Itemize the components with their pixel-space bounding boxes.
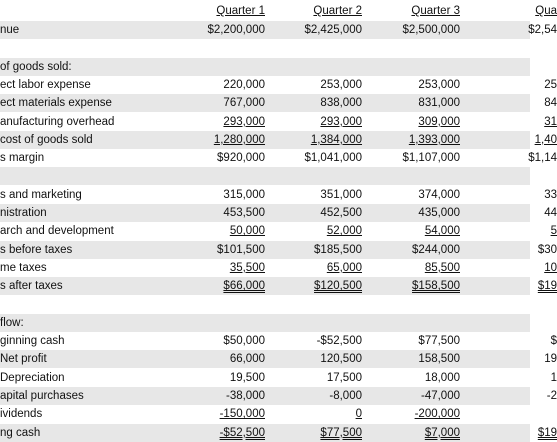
row-label[interactable]: s before taxes	[0, 243, 73, 256]
table-row	[0, 58, 530, 76]
row-label[interactable]: ect materials expense	[0, 97, 112, 110]
row-label[interactable]: ng cash	[0, 426, 41, 439]
cell-quarter-3[interactable]: $1,107,000	[402, 152, 460, 165]
header-quarter-1[interactable]: Quarter 1	[216, 5, 265, 17]
cell-quarter-1[interactable]: 453,500	[223, 207, 265, 219]
table-row	[0, 39, 530, 57]
cell-quarter-3[interactable]: 85,500	[424, 261, 460, 274]
cell-quarter-3[interactable]: $244,000	[412, 243, 460, 256]
row-label[interactable]: s after taxes	[0, 280, 63, 293]
header-row	[0, 2, 557, 20]
cell-quarter-1[interactable]: $50,000	[223, 335, 265, 348]
cell-quarter-1[interactable]: -38,000	[225, 390, 265, 402]
cell-quarter-3[interactable]: 1,393,000	[408, 133, 460, 146]
row-label[interactable]: nistration	[0, 207, 47, 219]
table-row	[0, 222, 557, 240]
cell-quarter-1[interactable]: -150,000	[219, 408, 265, 421]
table-row	[0, 314, 530, 332]
table-row	[0, 350, 557, 368]
cell-quarter-3[interactable]: -47,000	[420, 390, 460, 402]
cell-quarter-4[interactable]: 25	[544, 78, 557, 91]
cell-quarter-1[interactable]: 19,500	[229, 371, 265, 384]
cell-quarter-1[interactable]: -$52,500	[219, 426, 265, 439]
row-label[interactable]: Net profit	[0, 353, 47, 366]
cell-quarter-4[interactable]: -2	[546, 390, 557, 402]
cell-quarter-1[interactable]: 315,000	[223, 188, 265, 201]
cell-quarter-3[interactable]: 435,000	[418, 207, 460, 219]
row-label[interactable]: ividends	[0, 408, 43, 421]
cell-quarter-2[interactable]: $2,425,000	[304, 24, 362, 36]
cell-quarter-2[interactable]: 253,000	[320, 78, 362, 91]
table-row	[0, 387, 557, 405]
cell-quarter-2[interactable]: 0	[355, 408, 362, 421]
cell-quarter-2[interactable]: 52,000	[326, 225, 362, 238]
cell-quarter-1[interactable]: 35,500	[229, 261, 265, 274]
cell-quarter-2[interactable]: -$52,500	[316, 335, 362, 348]
table-row	[0, 424, 557, 442]
cell-quarter-3[interactable]: 374,000	[418, 188, 460, 201]
cell-quarter-4[interactable]: 19	[544, 353, 557, 366]
cell-quarter-1[interactable]: 1,280,000	[213, 133, 265, 146]
cell-quarter-3[interactable]: $2,500,000	[402, 24, 460, 36]
cell-quarter-4[interactable]: 10	[544, 261, 557, 274]
row-label[interactable]: arch and development	[0, 225, 114, 238]
cell-quarter-2[interactable]: 120,500	[320, 353, 362, 366]
cell-quarter-4[interactable]: $30	[537, 243, 557, 256]
cell-quarter-2[interactable]: 1,384,000	[310, 133, 362, 146]
table-row	[0, 241, 557, 259]
cell-quarter-1[interactable]: 220,000	[223, 78, 265, 91]
cell-quarter-1[interactable]: 293,000	[223, 115, 265, 128]
cell-quarter-3[interactable]: 158,500	[418, 353, 460, 366]
cell-quarter-4[interactable]: 44	[544, 207, 557, 219]
table-row	[0, 149, 557, 167]
header-quarter-3[interactable]: Quarter 3	[411, 5, 460, 17]
cell-quarter-2[interactable]: 293,000	[320, 115, 362, 128]
cell-quarter-2[interactable]: $77,500	[320, 426, 362, 439]
cell-quarter-4[interactable]: 31	[544, 115, 557, 128]
cell-quarter-1[interactable]: $101,500	[217, 243, 265, 256]
table-row	[0, 405, 530, 423]
cell-quarter-3[interactable]: 253,000	[418, 78, 460, 91]
row-label[interactable]: ginning cash	[0, 335, 65, 348]
cell-quarter-4[interactable]: 84	[544, 97, 557, 110]
table-row	[0, 204, 557, 222]
cell-quarter-4[interactable]: $19	[537, 426, 557, 439]
cell-quarter-3[interactable]: $7,000	[424, 426, 460, 439]
cell-quarter-4[interactable]: 1	[550, 371, 557, 384]
cell-quarter-4[interactable]: 1,40	[534, 133, 557, 146]
cell-quarter-4[interactable]: 33	[544, 188, 557, 201]
cell-quarter-4[interactable]: $19	[537, 280, 557, 293]
cell-quarter-2[interactable]: 17,500	[326, 371, 362, 384]
cell-quarter-1[interactable]: 767,000	[223, 97, 265, 110]
row-label[interactable]: apital purchases	[0, 390, 84, 402]
cell-quarter-2[interactable]: 351,000	[320, 188, 362, 201]
cell-quarter-3[interactable]: -200,000	[414, 408, 460, 421]
table-row	[0, 167, 530, 185]
table-row	[0, 94, 557, 112]
cell-quarter-2[interactable]: 452,500	[320, 207, 362, 219]
table-row	[0, 369, 557, 387]
cell-quarter-1[interactable]: 66,000	[229, 353, 265, 366]
row-label[interactable]: flow:	[0, 316, 24, 329]
cell-quarter-1[interactable]: $920,000	[217, 152, 265, 165]
cell-quarter-2[interactable]: $185,500	[314, 243, 362, 256]
row-label[interactable]: anufacturing overhead	[0, 115, 115, 128]
cell-quarter-2[interactable]: -8,000	[329, 390, 362, 402]
table-row	[0, 259, 557, 277]
cell-quarter-4[interactable]: $2,54	[528, 24, 557, 36]
row-label[interactable]: Depreciation	[0, 371, 65, 384]
header-quarter-4[interactable]: Qua	[535, 5, 557, 17]
cell-quarter-1[interactable]: 50,000	[229, 225, 265, 238]
table-row	[0, 131, 557, 149]
cell-quarter-3[interactable]: 309,000	[418, 115, 460, 128]
cell-quarter-3[interactable]: $158,500	[412, 280, 460, 293]
table-row	[0, 186, 557, 204]
cell-quarter-3[interactable]: 18,000	[424, 371, 460, 384]
row-label[interactable]: nue	[0, 24, 20, 36]
row-label[interactable]: me taxes	[0, 261, 47, 274]
cell-quarter-4[interactable]: $	[550, 335, 557, 348]
table-row	[0, 277, 557, 295]
row-label[interactable]: ect labor expense	[0, 78, 91, 91]
table-row	[0, 113, 557, 131]
table-row	[0, 21, 557, 39]
row-label[interactable]: of goods sold:	[0, 60, 72, 73]
table-row	[0, 332, 557, 350]
cell-quarter-1[interactable]: $2,200,000	[207, 24, 265, 36]
cell-quarter-4[interactable]: 5	[550, 225, 557, 238]
cell-quarter-2[interactable]: 65,000	[326, 261, 362, 274]
row-label[interactable]: s and marketing	[0, 188, 82, 201]
cell-quarter-3[interactable]: 831,000	[418, 97, 460, 110]
cell-quarter-1[interactable]: $66,000	[223, 280, 265, 293]
cell-quarter-2[interactable]: 838,000	[320, 97, 362, 110]
table-row	[0, 296, 530, 314]
header-quarter-2[interactable]: Quarter 2	[313, 5, 362, 17]
cell-quarter-2[interactable]: $1,041,000	[304, 152, 362, 165]
row-label[interactable]: cost of goods sold	[0, 133, 93, 146]
cell-quarter-3[interactable]: 54,000	[424, 225, 460, 238]
cell-quarter-4[interactable]: $1,14	[528, 152, 557, 165]
row-label[interactable]: s margin	[0, 152, 45, 165]
table-row	[0, 76, 557, 94]
cell-quarter-3[interactable]: $77,500	[418, 335, 460, 348]
cell-quarter-2[interactable]: $120,500	[314, 280, 362, 293]
